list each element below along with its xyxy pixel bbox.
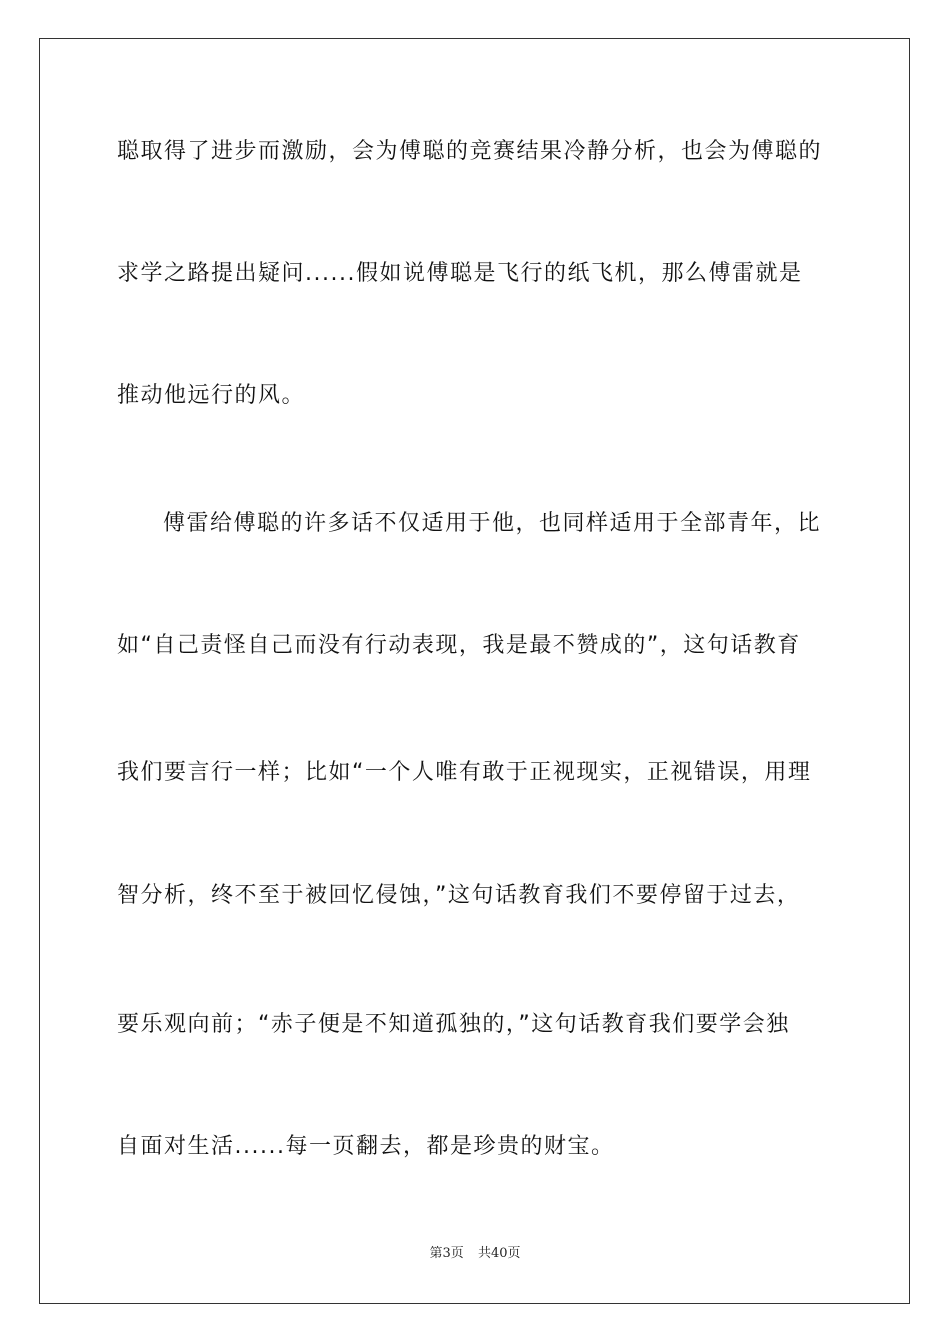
body-line-7: 智分析，终不至于被回忆侵蚀，”这句话教育我们不要停留于过去， (117, 883, 801, 908)
body-line-1: 聪取得了进步而激励，会为傅聪的竞赛结果冷静分析，也会为傅聪的 (117, 139, 823, 164)
body-line-9: 自面对生活......每一页翻去，都是珍贵的财宝。 (117, 1134, 615, 1159)
body-line-4: 傅雷给傅聪的许多话不仅适用于他，也同样适用于全部青年，比 (163, 511, 822, 536)
body-line-2: 求学之路提出疑问......假如说傅聪是飞行的纸飞机，那么傅雷就是 (117, 261, 803, 286)
body-line-3: 推动他远行的风。 (117, 383, 306, 408)
body-line-6: 我们要言行一样；比如“一个人唯有敢于正视现实，正视错误，用理 (117, 760, 812, 785)
page-border (39, 38, 910, 1304)
body-line-8: 要乐观向前；“赤子便是不知道孤独的，”这句话教育我们要学会独 (117, 1012, 790, 1037)
total-pages: 共40页 (477, 1246, 521, 1261)
page-footer (0, 1245, 950, 1263)
body-line-5: 如“自己责怪自己而没有行动表现，我是最不赞成的”，这句话教育 (117, 633, 801, 658)
page-number: 第3页 (429, 1246, 464, 1261)
